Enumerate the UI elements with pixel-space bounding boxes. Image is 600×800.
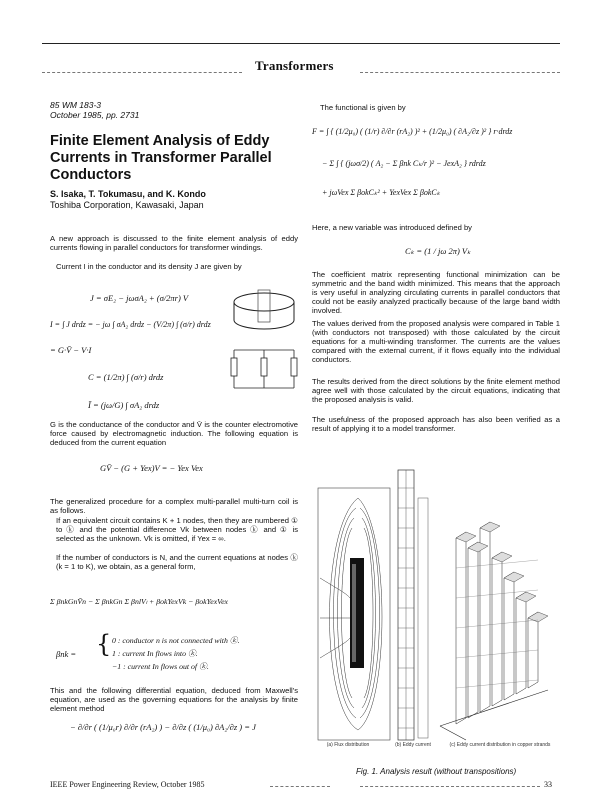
equation-beta-lhs: βnk = <box>56 649 77 659</box>
footer-journal: IEEE Power Engineering Review, October 1985 <box>50 780 205 789</box>
equation-c: C = (1/2π) ∫ (σ/r) drdz <box>88 372 164 382</box>
figure-sublabel-c: (c) Eddy current distribution in copper strands <box>449 742 551 748</box>
eddy-current-strip <box>398 470 428 740</box>
equation-j: J = σE₂ − jωσA₂ + (σ/2πr) V <box>90 293 189 303</box>
brace-icon: { <box>96 630 112 658</box>
page-number: 33 <box>544 780 552 789</box>
equation-functional-3: + jωVex Σ βokCₖ² + YexVex Σ βokCₖ <box>322 188 441 197</box>
equation-ibar: Ī = (jω/G) ∫ σA₂ drdz <box>88 400 160 410</box>
title-line: Finite Element Analysis of Eddy <box>50 133 270 149</box>
beta-case-1: 1 : current In flows into ⓚ. <box>112 649 198 658</box>
top-rule <box>42 43 560 44</box>
eddy-current-3d-plot <box>440 522 548 740</box>
header-dash-right <box>360 72 560 73</box>
paragraph-nodes: If an equivalent circuit contains K + 1 nodes, then they are numbered ① to ⓚ and the potential difference Vk between nodes ⓚ and ① is selected as the unknown. Vk is omitted, if Yex = ∞. <box>56 516 298 543</box>
coil-bottom-arc <box>234 320 294 329</box>
paper-date: October 1985, pp. 2731 <box>50 110 140 120</box>
paragraph-usefulness: The usefulness of the proposed approach has also been verified as a result of applying it to a model transformer. <box>312 415 560 433</box>
paragraph-variable: Here, a new variable was introduced defined by <box>312 223 472 232</box>
flux-distribution-plot <box>318 488 390 740</box>
paragraph-procedure: The generalized procedure for a complex multi-parallel multi-turn coil is as follows. <box>50 497 298 515</box>
paragraph-matrix: The coefficient matrix representing functional minimization can be symmetric and the band width minimized. This means that the approach is very useful in analyzing circulating currents in parallel conductors that could not be easily analyzed practically because of the large band width involved. <box>312 270 560 315</box>
paper-reference <box>50 100 139 120</box>
figure-sublabel-a: (a) Flux distribution <box>326 742 370 748</box>
coil-top-ellipse <box>234 293 294 311</box>
circuit-element <box>231 358 237 376</box>
paper-number: 85 WM 183-3 <box>50 100 102 110</box>
paragraph-maxwell: This and the following differential equation, deduced from Maxwell's equation, are used as the governing equations for the analysis by finite element method <box>50 686 298 713</box>
circuit-element <box>261 358 267 376</box>
circuit-element <box>291 358 297 376</box>
paragraph-functional: The functional is given by <box>320 103 406 112</box>
equation-current: GV̄ − (G + Yex)V = − Yex Vex <box>100 463 203 473</box>
paragraph-results: The results derived from the direct solutions by the finite element method agree well with those calculated by the circuit equations, indicating that the proposed analysis is valid. <box>312 377 560 404</box>
figure-sublabel-b: (b) Eddy current <box>395 742 431 748</box>
header-dash-left <box>42 72 242 73</box>
beta-case-0: 0 : conductor n is not connected with ⓚ. <box>112 636 240 645</box>
equation-functional-2: − Σ ∫ { (jωσ/2) ( A₂ − Σ βnk Cₖ/r )² − JexA₂ } rdrdz <box>322 159 486 168</box>
paragraph-comparison: The values derived from the proposed analysis were compared in Table 1 (with conductors not transposed) with those calculated by the circuit equations for a multi-winding transformer. The currents are the values compared with the external current, if it flows equally into the individual conductors. <box>312 319 560 364</box>
beta-case-minus1: −1 : current In flows out of ⓚ. <box>112 662 209 671</box>
equation-maxwell: − ∂/∂r ( (1/μ₀r) ∂/∂r (rA₂) ) − ∂/∂z ( (1/μ₀) ∂A₂/∂z ) = J <box>70 722 256 732</box>
authors: S. Isaka, T. Tokumasu, and K. Kondo <box>50 189 206 199</box>
equation-general: Σ βnkGnV̄n − Σ βnkGn Σ βnlVₗ + βokYexVk − βokYexVex <box>50 597 228 606</box>
footer-dash-right <box>360 786 540 787</box>
paragraph-conductors: If the number of conductors is N, and the current equations at nodes ⓚ (k = 1 to K), we obtain, as a general form, <box>56 553 298 571</box>
equation-gv: = G·V̄ − V·I <box>50 345 92 355</box>
figure-caption: Fig. 1. Analysis result (without transpositions) <box>356 767 517 776</box>
paragraph-intro: A new approach is discussed to the finite element analysis of eddy currents flowing in parallel conductors for transformer windings. <box>50 234 298 252</box>
paragraph-conductance: G is the conductance of the conductor and V̄ is the counter electromotive force caused by electromagnetic induction. The following equation is deduced from the current equation <box>50 420 298 447</box>
conductor-box <box>258 290 270 322</box>
equation-functional-1: F = ∫ { (1/2μ₀) ( (1/r) ∂/∂r (rA₂) )² + (1/2μ₀) ( ∂A₂/∂z )² } r·drdz <box>312 127 513 136</box>
paragraph-current: Current I in the conductor and its density J are given by <box>56 262 242 271</box>
title-line: Currents in Transformer Parallel <box>50 150 272 166</box>
section-title: Transformers <box>255 58 334 73</box>
equation-ck: Cₖ = (1 / jω 2π) Vₖ <box>405 246 471 256</box>
affiliation: Toshiba Corporation, Kawasaki, Japan <box>50 200 204 210</box>
conductor-circuit-diagram <box>228 288 300 398</box>
title-line: Conductors <box>50 167 132 183</box>
paper-title <box>50 133 300 184</box>
footer-dash-left <box>270 786 330 787</box>
figure-analysis-result <box>316 468 552 768</box>
equation-i: I = ∫ J drdz = − jω ∫ σA₂ drdz − (V/2π) ∫ (σ/r) drdz <box>50 320 211 329</box>
